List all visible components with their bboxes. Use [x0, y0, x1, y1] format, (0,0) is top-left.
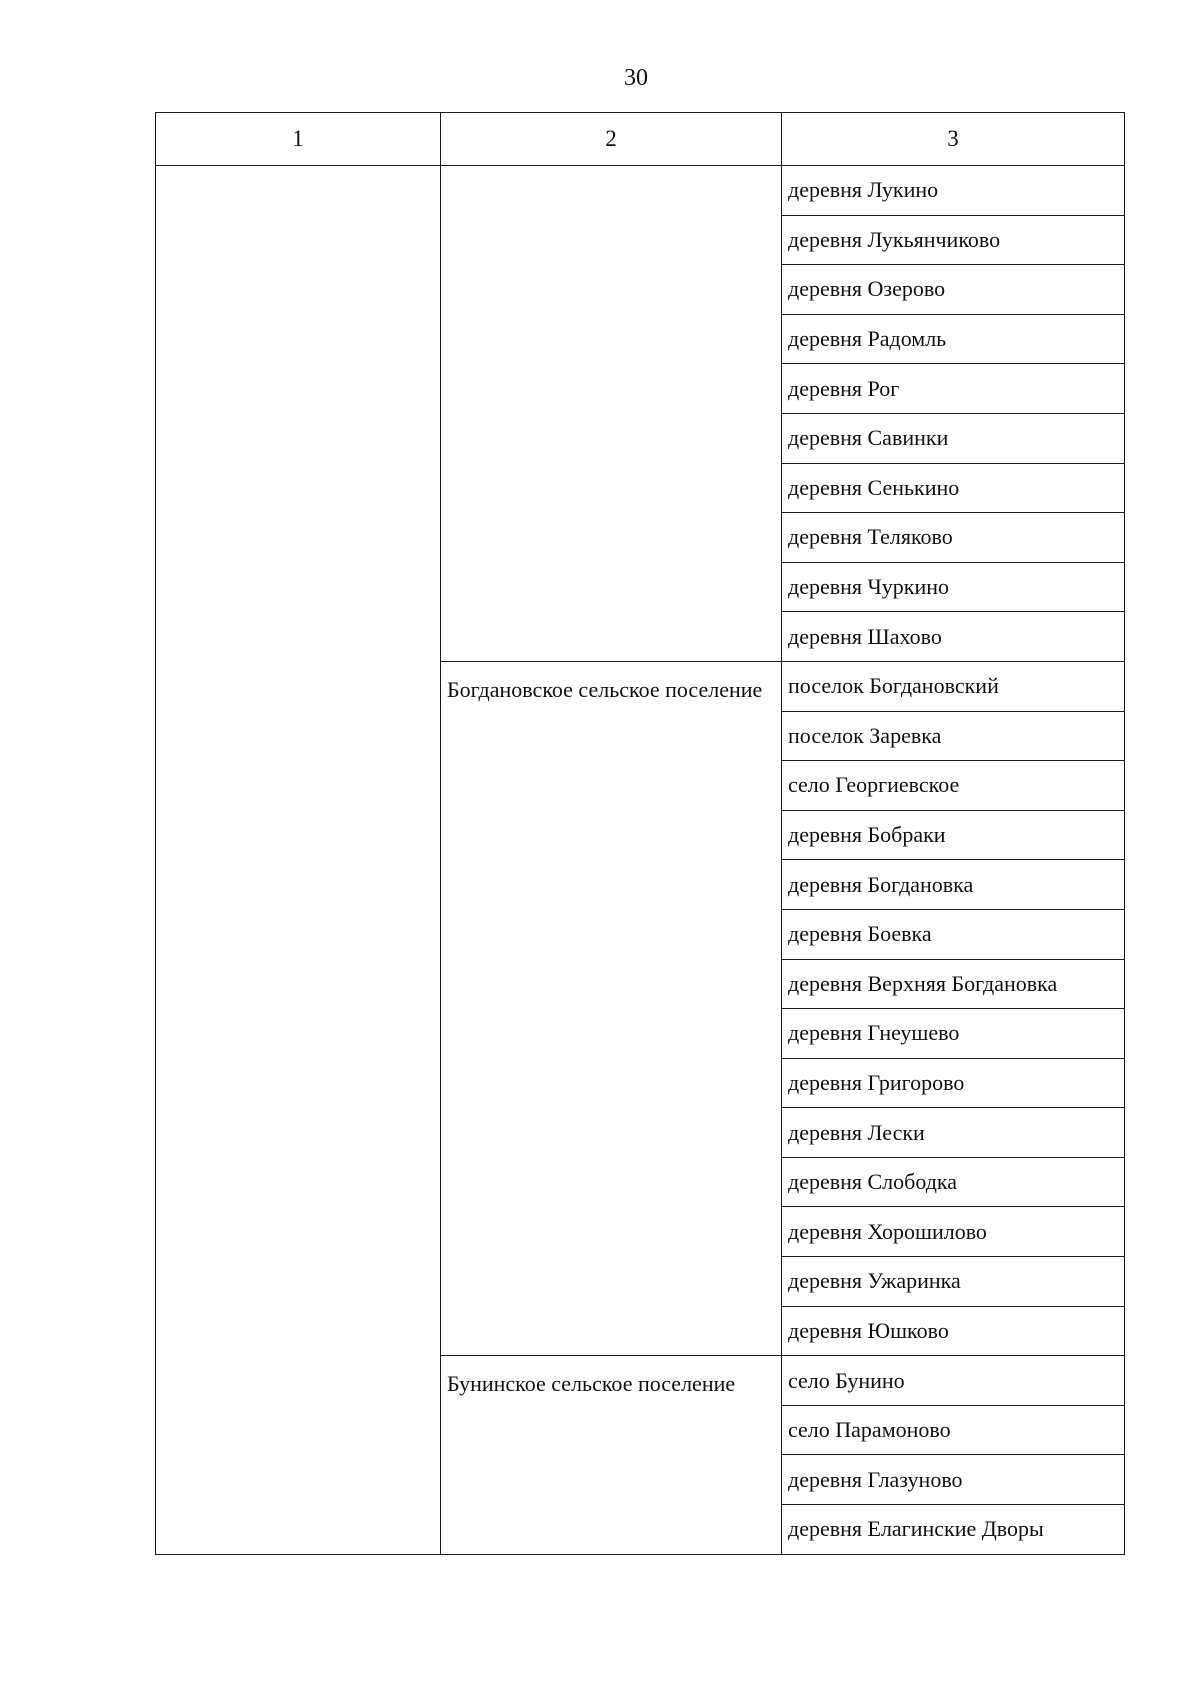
- settlement-cell: село Бунино: [782, 1356, 1125, 1406]
- settlement-cell: деревня Теляково: [782, 513, 1125, 563]
- settlement-cell: деревня Богдановка: [782, 860, 1125, 910]
- settlement-cell: деревня Слободка: [782, 1157, 1125, 1207]
- settlement-cell: деревня Юшково: [782, 1306, 1125, 1356]
- settlement-cell: село Георгиевское: [782, 761, 1125, 811]
- settlement-cell: деревня Лукьянчиково: [782, 215, 1125, 265]
- settlement-cell: деревня Чуркино: [782, 562, 1125, 612]
- settlement-cell: деревня Григорово: [782, 1058, 1125, 1108]
- settlement-cell: деревня Хорошилово: [782, 1207, 1125, 1257]
- settlement-cell: деревня Бобраки: [782, 810, 1125, 860]
- settlement-cell: деревня Глазуново: [782, 1455, 1125, 1505]
- settlement-cell: деревня Елагинские Дворы: [782, 1505, 1125, 1555]
- settlement-cell: поселок Богдановский: [782, 661, 1125, 711]
- settlement-cell: деревня Радомль: [782, 314, 1125, 364]
- settlement-cell: деревня Лески: [782, 1108, 1125, 1158]
- municipality-cell: Бунинское сельское поселение: [441, 1356, 782, 1554]
- table-row: [156, 166, 1125, 216]
- settlement-cell: деревня Гнеушево: [782, 1009, 1125, 1059]
- settlement-cell: деревня Лукино: [782, 166, 1125, 216]
- municipality-cell: [441, 166, 782, 662]
- settlement-cell: деревня Савинки: [782, 413, 1125, 463]
- column-header-2: 2: [441, 113, 782, 166]
- settlement-cell: деревня Сенькино: [782, 463, 1125, 513]
- settlements-table: [155, 112, 1125, 1555]
- settlement-cell: поселок Заревка: [782, 711, 1125, 761]
- settlement-cell: деревня Озерово: [782, 265, 1125, 315]
- column-header-1: 1: [156, 113, 441, 166]
- settlement-cell: деревня Верхняя Богдановка: [782, 959, 1125, 1009]
- district-cell: [156, 166, 441, 1555]
- page-number: 30: [624, 65, 648, 91]
- settlement-cell: деревня Боевка: [782, 909, 1125, 959]
- settlement-cell: деревня Шахово: [782, 612, 1125, 662]
- column-header-3: 3: [782, 113, 1125, 166]
- settlement-cell: деревня Рог: [782, 364, 1125, 414]
- header-row: [156, 113, 1125, 166]
- table-body: [156, 166, 1125, 1555]
- settlement-cell: село Парамоново: [782, 1405, 1125, 1455]
- municipality-cell: Богдановское сельское поселение: [441, 661, 782, 1355]
- settlement-cell: деревня Ужаринка: [782, 1257, 1125, 1307]
